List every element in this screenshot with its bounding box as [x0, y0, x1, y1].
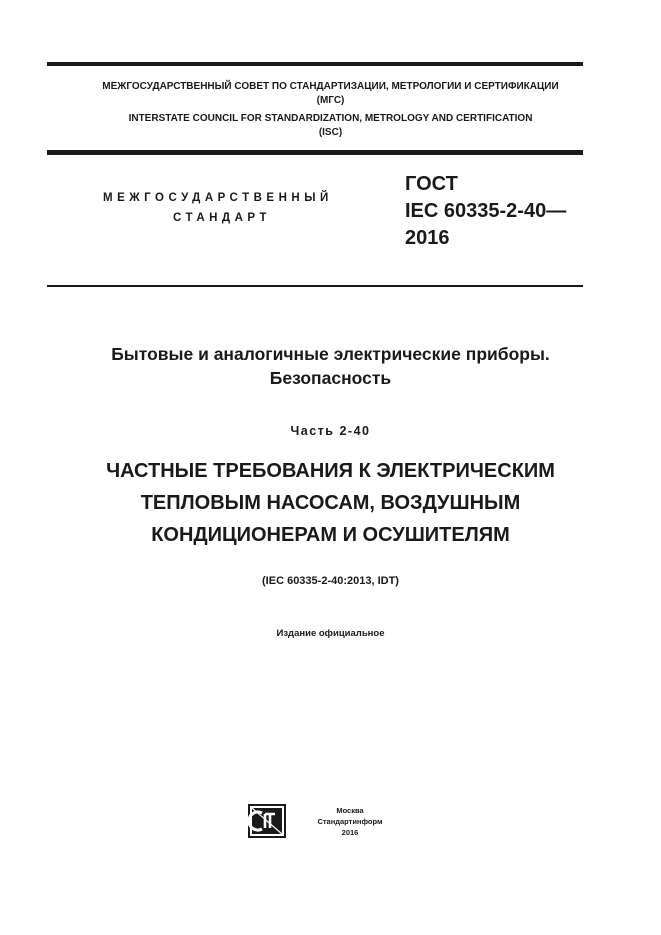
designation-line1: ГОСТ: [405, 173, 458, 195]
top-rule: [47, 62, 583, 66]
header-rule: [47, 285, 583, 287]
part-label: Часть 2-40: [290, 424, 371, 438]
publisher-year: 2016: [341, 828, 359, 837]
title-main-line2: Безопасность: [269, 368, 392, 388]
iec-reference: (IEC 60335-2-40:2013, IDT): [262, 575, 399, 587]
council-ru-line1: МЕЖГОСУДАРСТВЕННЫЙ СОВЕТ ПО СТАНДАРТИЗАЦИИ, МЕТРОЛОГИИ И СЕРТИФИКАЦИИ: [102, 81, 559, 92]
edition-label: Издание официальное: [276, 628, 385, 639]
designation-line2: IEC 60335-2-40—: [405, 200, 567, 222]
title-part-line2: ТЕПЛОВЫМ НАСОСАМ, ВОЗДУШНЫМ: [140, 492, 521, 514]
council-ru-line2: (МГС): [316, 95, 345, 106]
council-rule: [47, 150, 583, 155]
council-en-line1: INTERSTATE COUNCIL FOR STANDARDIZATION, METROLOGY AND CERTIFICATION: [128, 113, 533, 124]
publisher-city: Москва: [336, 806, 364, 815]
publisher-name: Стандартинформ: [317, 817, 383, 826]
designation-line3: 2016: [405, 227, 450, 249]
standard-type-line1: МЕЖГОСУДАРСТВЕННЫЙ: [103, 192, 333, 204]
standartinform-logo: [248, 804, 286, 838]
standard-type-line2: СТАНДАРТ: [173, 212, 271, 224]
council-en-line2: (ISC): [318, 127, 343, 138]
title-part-line1: ЧАСТНЫЕ ТРЕБОВАНИЯ К ЭЛЕКТРИЧЕСКИМ: [106, 460, 555, 482]
title-main-line1: Бытовые и аналогичные электрические приборы.: [111, 344, 550, 364]
title-part-line3: КОНДИЦИОНЕРАМ И ОСУШИТЕЛЯМ: [151, 524, 510, 546]
